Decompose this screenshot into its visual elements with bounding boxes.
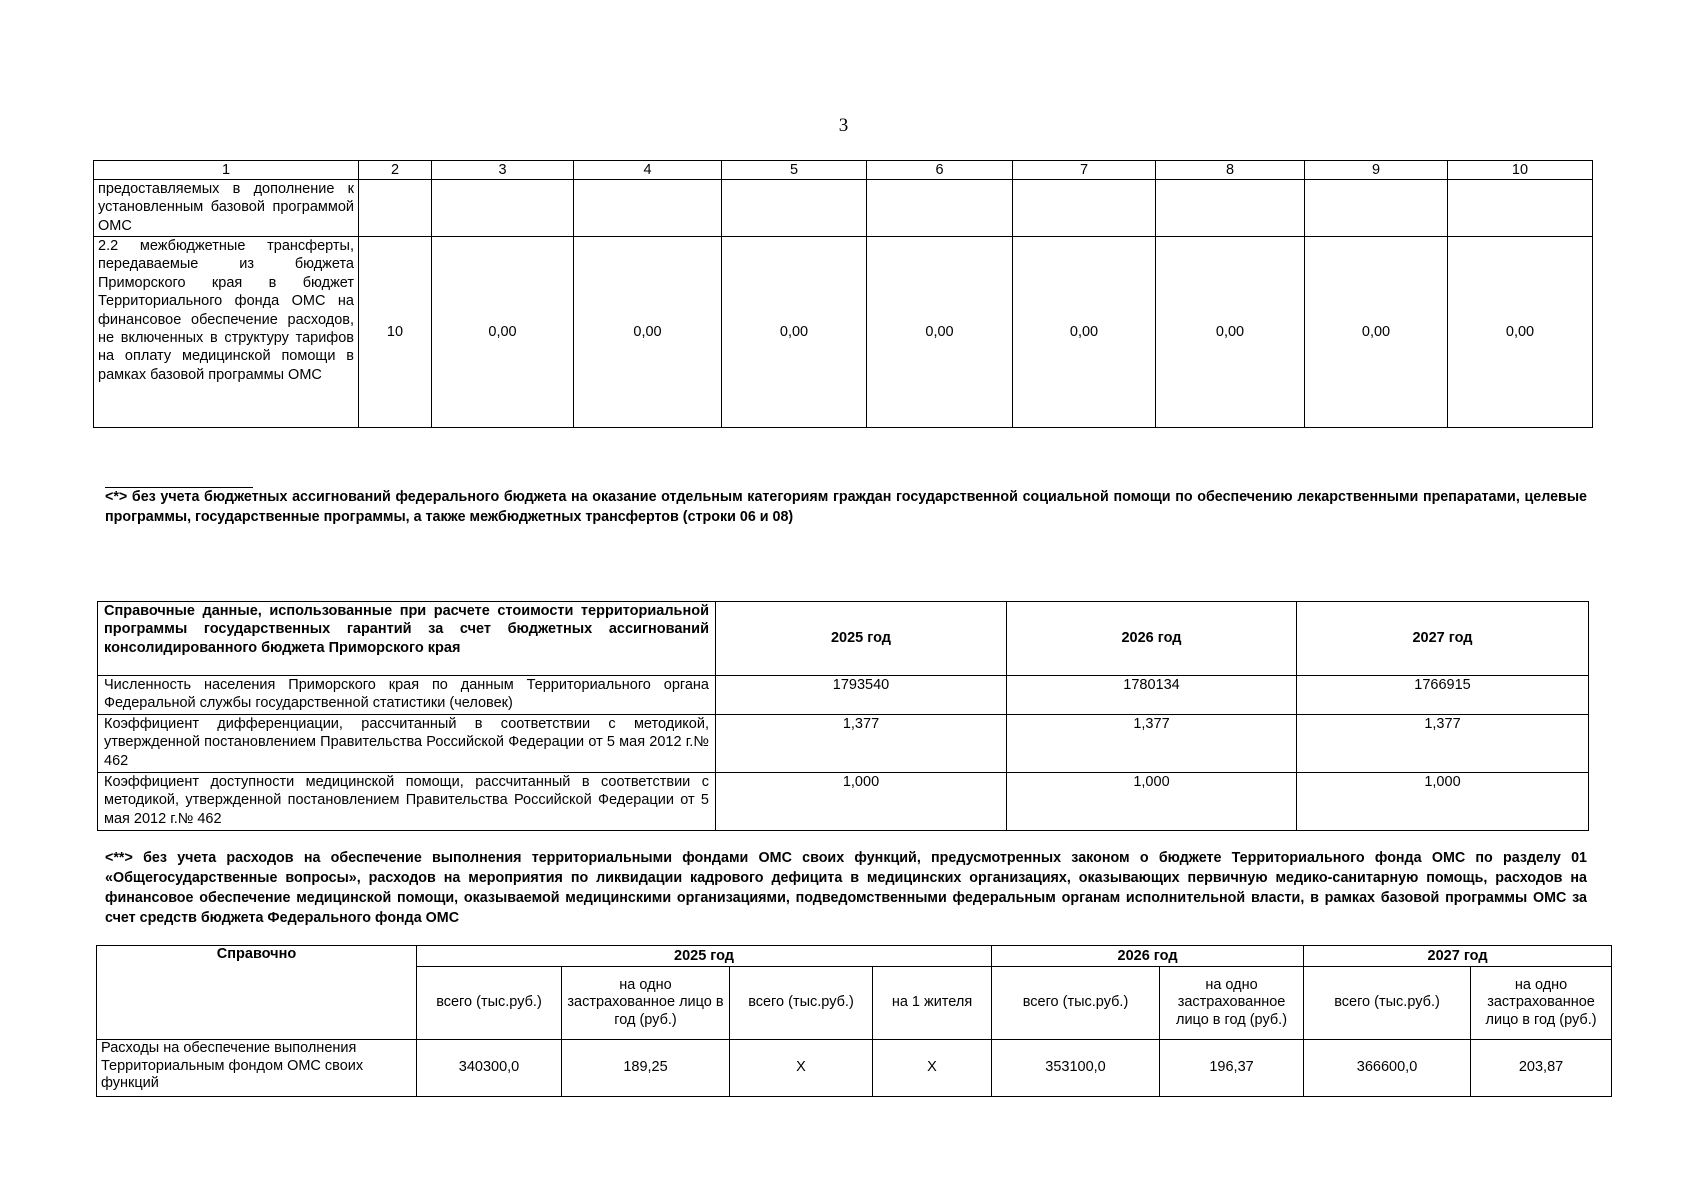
value-cell: 0,00 (722, 237, 867, 428)
column-number: 1 (94, 161, 359, 180)
value-cell: 1780134 (1007, 676, 1297, 715)
year-header: 2026 год (1007, 602, 1297, 676)
value-cell: 1,377 (716, 715, 1007, 773)
subheader: всего (тыс.руб.) (1304, 967, 1471, 1040)
value-cell: 0,00 (867, 237, 1013, 428)
reference-expenses-table (96, 945, 1612, 1097)
value-cell: 1,000 (1007, 773, 1297, 831)
year-header-row (97, 946, 1612, 967)
reference-data-table (97, 601, 1589, 831)
value-cell: 353100,0 (992, 1040, 1160, 1097)
budget-table-continuation (93, 160, 1593, 428)
value-cell: 1,377 (1007, 715, 1297, 773)
table-cell (1448, 180, 1593, 237)
column-number: 10 (1448, 161, 1593, 180)
column-numbers-row (94, 161, 1593, 180)
value-cell: 1,000 (1297, 773, 1589, 831)
year-header: 2027 год (1297, 602, 1589, 676)
table-row (94, 237, 1593, 428)
year-header: 2025 год (417, 946, 992, 967)
subheader: всего (тыс.руб.) (992, 967, 1160, 1040)
header-label: Справочные данные, использованные при расчете стоимости территориальной программы государственных гарантий за счет бюджетных ассигнований консолидированного бюджета Приморского края (98, 602, 716, 676)
value-cell: 1,000 (716, 773, 1007, 831)
row-label: Расходы на обеспечение выполнения Территориальным фондом ОМС своих функций (97, 1040, 417, 1097)
subheader: всего (тыс.руб.) (730, 967, 873, 1040)
row-label: Коэффициент дифференциации, рассчитанный в соответствии с методикой, утвержденной постановлением Правительства Российской Федерации от 5 мая 2012 г.№ 462 (98, 715, 716, 773)
table-cell (1013, 180, 1156, 237)
value-cell: 1,377 (1297, 715, 1589, 773)
table-row (94, 180, 1593, 237)
table-cell (1305, 180, 1448, 237)
table-row (98, 676, 1589, 715)
column-number: 4 (574, 161, 722, 180)
column-number: 3 (432, 161, 574, 180)
value-cell: 0,00 (432, 237, 574, 428)
subheader: на 1 жителя (873, 967, 992, 1040)
value-cell: 340300,0 (417, 1040, 562, 1097)
value-cell: X (730, 1040, 873, 1097)
table-row (98, 773, 1589, 831)
line-number-cell: 10 (359, 237, 432, 428)
row-label: 2.2 межбюджетные трансферты, передаваемые из бюджета Приморского края в бюджет Территориального фонда ОМС на финансовое обеспечение расходов, не включенных в структуру тарифов на оплату медицинской помощи в рамках базовой программы ОМС (94, 237, 359, 428)
subheader: на одно застрахованное лицо в год (руб.) (1471, 967, 1612, 1040)
column-number: 8 (1156, 161, 1305, 180)
table-cell (574, 180, 722, 237)
value-cell: 1793540 (716, 676, 1007, 715)
subheader: на одно застрахованное лицо в год (руб.) (1160, 967, 1304, 1040)
value-cell: X (873, 1040, 992, 1097)
row-label: Численность населения Приморского края по данным Территориального органа Федеральной службы государственной статистики (человек) (98, 676, 716, 715)
value-cell: 1766915 (1297, 676, 1589, 715)
table-cell (1156, 180, 1305, 237)
value-cell: 189,25 (562, 1040, 730, 1097)
year-header: 2025 год (716, 602, 1007, 676)
corner-label: Справочно (97, 946, 417, 1040)
row-label: предоставляемых в дополнение к установленным базовой программой ОМС (94, 180, 359, 237)
year-header: 2027 год (1304, 946, 1612, 967)
column-number: 6 (867, 161, 1013, 180)
subheader: всего (тыс.руб.) (417, 967, 562, 1040)
value-cell: 366600,0 (1304, 1040, 1471, 1097)
value-cell: 196,37 (1160, 1040, 1304, 1097)
table-row (98, 715, 1589, 773)
year-header: 2026 год (992, 946, 1304, 967)
table-cell (867, 180, 1013, 237)
column-number: 7 (1013, 161, 1156, 180)
subheader: на одно застрахованное лицо в год (руб.) (562, 967, 730, 1040)
value-cell: 0,00 (574, 237, 722, 428)
value-cell: 0,00 (1305, 237, 1448, 428)
table-row (97, 1040, 1612, 1097)
header-row (98, 602, 1589, 676)
table-cell (722, 180, 867, 237)
value-cell: 0,00 (1448, 237, 1593, 428)
column-number: 5 (722, 161, 867, 180)
value-cell: 0,00 (1013, 237, 1156, 428)
footnote-2: <**> без учета расходов на обеспечение выполнения территориальными фондами ОМС своих функций, предусмотренных законом о бюджете Территориального фонда ОМС по разделу 01 «Общегосударственные вопросы», расходов на мероприятия по ликвидации кадрового дефицита в медицинских организациях, оказывающих первичную медико-санитарную помощь, расходов на финансовое обеспечение медицинской помощи, оказываемой медицинскими организациями, подведомственными федеральным органам исполнительной власти, в рамках базовой программы ОМС за счет средств бюджета Федерального фонда ОМС (105, 850, 1587, 926)
table-cell (432, 180, 574, 237)
value-cell: 203,87 (1471, 1040, 1612, 1097)
column-number: 2 (359, 161, 432, 180)
page-number: 3 (838, 115, 849, 136)
footnote-1: <*> без учета бюджетных ассигнований федерального бюджета на оказание отдельным категориям граждан государственной социальной помощи по обеспечению лекарственными препаратами, целевые программы, государственные программы, а также межбюджетных трансфертов (строки 06 и 08) (105, 489, 1587, 525)
column-number: 9 (1305, 161, 1448, 180)
table-cell (359, 180, 432, 237)
value-cell: 0,00 (1156, 237, 1305, 428)
row-label: Коэффициент доступности медицинской помощи, рассчитанный в соответствии с методикой, утвержденной постановлением Правительства Российской Федерации от 5 мая 2012 г.№ 462 (98, 773, 716, 831)
